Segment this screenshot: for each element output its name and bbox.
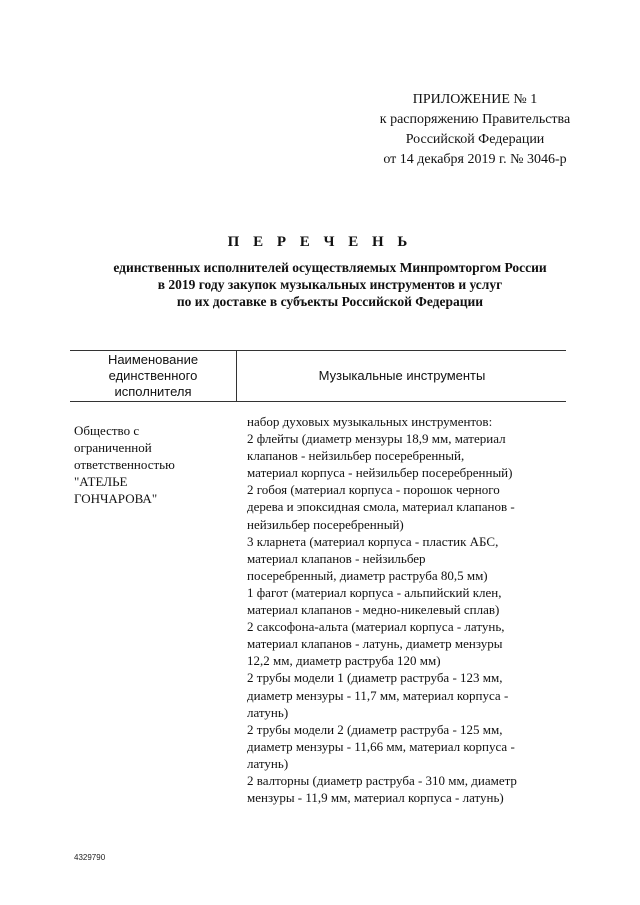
instrument-line: материал клапанов - медно-никелевый сплав) <box>247 602 500 618</box>
subtitle-line: по их доставке в субъекты Российской Федерации <box>176 294 484 309</box>
supplier-line: ГОНЧАРОВА" <box>74 491 158 506</box>
instrument-line: 2 трубы модели 2 (диаметр раструба - 125 мм, <box>247 721 503 737</box>
instrument-line: диаметр мензуры - 11,66 мм, материал корпуса - <box>247 738 515 754</box>
instrument-line: материал корпуса - нейзильбер посеребренный) <box>247 465 513 481</box>
document-code: 4329790 <box>74 853 106 862</box>
instrument-line: 2 трубы модели 1 (диаметр раструба - 123 мм, <box>247 670 503 686</box>
instrument-line: латунь) <box>247 755 289 771</box>
document-subtitle <box>40 259 620 310</box>
header-line: Наименование <box>107 352 199 367</box>
supplier-line: ограниченной <box>74 440 152 455</box>
instrument-line: нейзильбер посеребренный) <box>247 516 404 532</box>
instrument-line: дерева и эпоксидная смола, материал клапанов - <box>247 499 515 515</box>
document-title: П Е Р Е Ч Е Н Ь <box>227 234 413 250</box>
instrument-line: мензуры - 11,9 мм, материал корпуса - латунь) <box>247 790 504 806</box>
instrument-line: материал клапанов - латунь, диаметр мензуры <box>247 636 503 652</box>
appendix-line: к распоряжению Правительства <box>379 112 571 127</box>
instrument-line: 3 кларнета (материал корпуса - пластик АБС, <box>247 533 499 549</box>
appendix-title: ПРИЛОЖЕНИЕ № 1 <box>412 92 538 107</box>
appendix-line: Российской Федерации <box>405 132 545 147</box>
instrument-line: 1 фагот (материал корпуса - альпийский клен, <box>247 584 502 600</box>
instrument-line: латунь) <box>247 704 289 720</box>
supplier-line: Общество с <box>74 423 140 438</box>
subtitle-line: единственных исполнителей осуществляемых Минпромторгом России <box>113 260 547 275</box>
supplier-line: "АТЕЛЬЕ <box>74 474 128 489</box>
header-line: исполнителя <box>114 384 192 399</box>
table-top-rule <box>70 350 566 351</box>
column-header-supplier <box>72 352 234 400</box>
instruments-cell <box>247 413 577 806</box>
instrument-line: 2 флейты (диаметр мензуры 18,9 мм, материал <box>247 431 506 447</box>
instrument-line: набор духовых музыкальных инструментов: <box>247 414 493 429</box>
subtitle-line: в 2019 году закупок музыкальных инструментов и услуг <box>157 277 503 292</box>
instrument-line: 2 саксофона-альта (материал корпуса - латунь, <box>247 619 505 635</box>
instrument-line: 2 гобоя (материал корпуса - порошок черного <box>247 482 500 498</box>
column-header-instruments: Музыкальные инструменты <box>318 368 486 383</box>
instrument-line: 12,2 мм, диаметр раструба 120 мм) <box>247 653 441 669</box>
instrument-line: диаметр мензуры - 11,7 мм, материал корпуса - <box>247 687 509 703</box>
table-header-divider <box>236 350 237 402</box>
supplier-line: ответственностью <box>74 457 175 472</box>
supplier-cell <box>74 422 234 507</box>
instrument-line: материал клапанов - нейзильбер <box>247 550 426 566</box>
instrument-line: 2 валторны (диаметр раструба - 310 мм, диаметр <box>247 772 517 788</box>
instrument-line: клапанов - нейзильбер посеребренный, <box>247 448 465 464</box>
header-line: единственного <box>108 368 198 383</box>
table-header-rule <box>70 401 566 402</box>
appendix-block <box>340 90 610 170</box>
appendix-date-line: от 14 декабря 2019 г. № 3046-р <box>383 152 567 167</box>
instrument-line: посеребренный, диаметр раструба 80,5 мм) <box>247 567 488 583</box>
